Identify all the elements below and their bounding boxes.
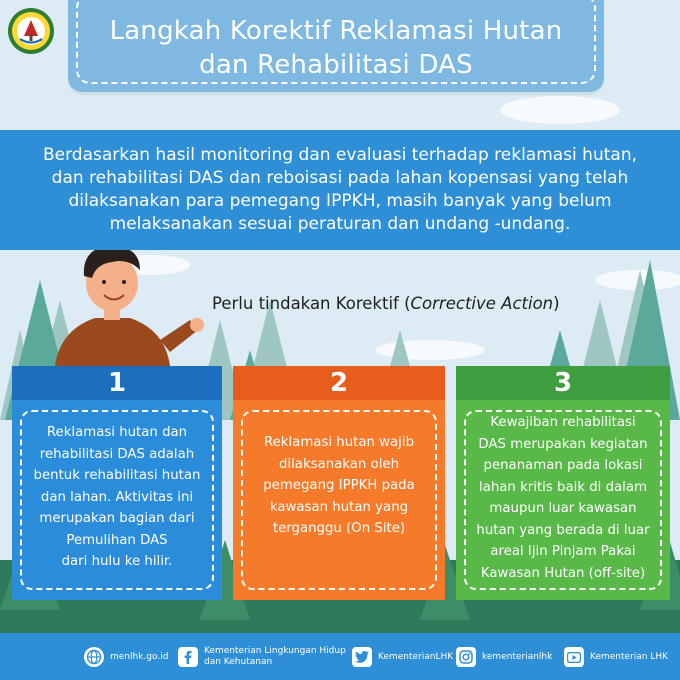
intro-paragraph (10, 144, 670, 236)
globe-icon (84, 647, 104, 667)
card-2 (233, 366, 445, 600)
card-3 (456, 366, 670, 600)
footer-bar (0, 633, 680, 680)
card-number: 3 (456, 366, 670, 400)
facebook-line-2: dan Kehutanan (204, 657, 273, 667)
facebook-line-1: Kementerian Lingkungan Hidup (204, 646, 346, 656)
corrective-label-italic: Corrective Action (410, 294, 554, 313)
page-title (68, 14, 604, 82)
card-line: DAS merupakan kegiatan (478, 436, 648, 452)
card-body (456, 400, 670, 600)
card-line: kawasan hutan yang (269, 499, 409, 515)
card-line: maupun luar kawasan (489, 501, 637, 516)
intro-line: Berdasarkan hasil monitoring dan evaluasi terhadap reklamasi hutan, (43, 145, 637, 165)
title-line-2: dan Rehabilitasi DAS (199, 50, 473, 80)
card-line: Pemulihan DAS (66, 532, 168, 548)
klhk-logo (6, 6, 56, 56)
instagram-icon (456, 647, 476, 667)
youtube-link[interactable] (564, 645, 668, 669)
intro-line: melaksanakan sesuai peraturan dan undang -undang. (109, 214, 571, 234)
corrective-label-text: Perlu tindakan Korektif ( (212, 294, 411, 313)
card-line: Kawasan Hutan (off-site) (480, 565, 646, 581)
website-text: menlhk.go.id (110, 651, 169, 662)
title-line-1: Langkah Korektif Reklamasi Hutan (109, 16, 563, 46)
website-link[interactable] (84, 645, 168, 669)
corrective-label-close: ) (553, 294, 560, 313)
card-line: penanaman pada lokasi (483, 458, 643, 473)
twitter-link[interactable] (352, 645, 453, 669)
card-line: merupakan bagian dari (39, 511, 195, 526)
card-number: 1 (12, 366, 222, 400)
card-line: bentuk rehabilitasi hutan (33, 468, 201, 483)
card-text (470, 412, 656, 584)
card-line: areal Ijin Pinjam Pakai (490, 544, 636, 559)
card-body (233, 400, 445, 600)
facebook-text (204, 646, 346, 668)
instagram-link[interactable] (456, 645, 552, 669)
card-line: dan lahan. Aktivitas ini (40, 489, 194, 505)
card-line: Kewajiban rehabilitasi (490, 415, 636, 430)
title-banner (68, 0, 604, 92)
card-line: dilaksanakan oleh (278, 456, 400, 472)
card-line: hutan yang berada di luar (476, 522, 650, 538)
card-line: Reklamasi hutan dan (46, 425, 188, 440)
intro-line: dilaksanakan para pemegang IPPKH, masih banyak yang belum (68, 191, 612, 211)
intro-banner (0, 130, 680, 250)
card-text (26, 422, 208, 573)
facebook-icon (178, 647, 198, 667)
card-body (12, 400, 222, 600)
youtube-text: Kementerian LHK (590, 651, 669, 662)
instagram-text: kementerianlhk (482, 651, 553, 662)
card-number: 2 (233, 366, 445, 400)
card-line: lahan kritis baik di dalam (479, 479, 647, 495)
card-line: pemegang IPPKH pada (263, 478, 415, 493)
twitter-icon (352, 647, 372, 667)
corrective-action-label (212, 294, 560, 313)
card-1 (12, 366, 222, 600)
youtube-icon (564, 647, 584, 667)
intro-line: dan rehabilitasi DAS dan reboisasi pada lahan kopensasi yang telah (51, 168, 629, 188)
card-line: dari hulu ke hilir. (61, 554, 173, 569)
card-line: terganggu (On Site) (272, 521, 406, 536)
twitter-text: KementerianLHK (378, 651, 454, 662)
card-text (247, 432, 431, 540)
facebook-link[interactable] (178, 645, 346, 669)
card-line: rehabilitasi DAS adalah (39, 446, 195, 462)
card-line: Reklamasi hutan wajib (263, 435, 415, 450)
